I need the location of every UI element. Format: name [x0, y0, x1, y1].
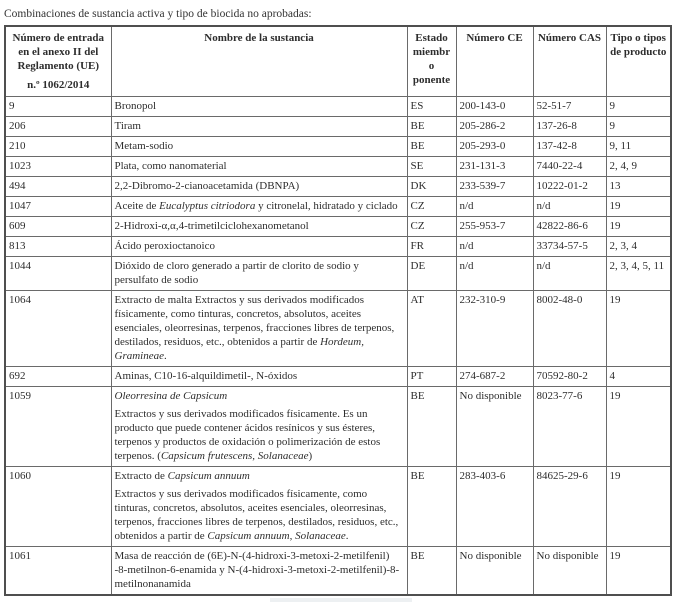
column-header-text: n.º 1062/2014: [27, 79, 90, 91]
substance-name-latin-text: Oleorresina de Capsicum: [114, 390, 228, 402]
substance-name-text: .: [345, 530, 349, 542]
cell-member-state: BE: [407, 547, 456, 596]
column-header-text: Nombre de la sustancia: [204, 32, 314, 44]
substance-name-paragraph: [115, 179, 404, 193]
cell-entry-number: 692: [5, 367, 111, 387]
cell-product-types: 2, 4, 9: [606, 157, 671, 177]
cell-substance-name: [111, 237, 407, 257]
cell-cas-number: n/d: [533, 197, 606, 217]
cell-substance-name: [111, 97, 407, 117]
cell-member-state: BE: [407, 387, 456, 467]
substance-name-paragraph: [115, 159, 404, 173]
header-row: [5, 26, 671, 97]
cell-cas-number: No disponible: [533, 547, 606, 596]
cell-entry-number: 210: [5, 137, 111, 157]
cell-cas-number: 70592-80-2: [533, 367, 606, 387]
table-row: [5, 137, 671, 157]
cell-ce-number: 283-403-6: [456, 467, 533, 547]
cell-ce-number: 200-143-0: [456, 97, 533, 117]
cell-entry-number: 609: [5, 217, 111, 237]
substance-name-latin-text: Capsicum annuum: [167, 470, 250, 482]
substance-name-paragraph: [115, 487, 404, 543]
substance-name-text: ): [308, 450, 313, 462]
table-row: [5, 197, 671, 217]
cell-cas-number: 8023-77-6: [533, 387, 606, 467]
cell-cas-number: n/d: [533, 257, 606, 291]
column-header-text: Número CE: [466, 32, 523, 44]
cell-substance-name: [111, 257, 407, 291]
cell-member-state: DK: [407, 177, 456, 197]
substances-table: [4, 25, 672, 596]
table-row: [5, 97, 671, 117]
cell-substance-name: [111, 157, 407, 177]
cell-product-types: 2, 3, 4: [606, 237, 671, 257]
substance-name-latin-text: Hordeum, Gramineae: [114, 336, 364, 362]
cell-entry-number: 494: [5, 177, 111, 197]
substance-name-text: Metam-sodio: [114, 140, 174, 152]
cell-product-types: 19: [606, 547, 671, 596]
substance-name-text: 2,2-Dibromo-2-cianoacetamida (DBNPA): [114, 180, 300, 192]
cell-member-state: AT: [407, 291, 456, 367]
cell-ce-number: 232-310-9: [456, 291, 533, 367]
horizontal-scrollbar-fragment[interactable]: [270, 598, 412, 602]
cell-ce-number: 205-293-0: [456, 137, 533, 157]
cell-cas-number: 33734-57-5: [533, 237, 606, 257]
substance-name-paragraph: [115, 239, 404, 253]
cell-substance-name: [111, 177, 407, 197]
cell-ce-number: n/d: [456, 237, 533, 257]
table-row: [5, 157, 671, 177]
substance-name-text: Tiram: [114, 120, 141, 132]
cell-substance-name: [111, 467, 407, 547]
substance-name-text: Aceite de: [114, 200, 160, 212]
cell-substance-name: [111, 137, 407, 157]
substance-name-paragraph: [115, 119, 404, 133]
substance-name-paragraph: [115, 139, 404, 153]
substance-name-text: Extracto de: [114, 470, 168, 482]
cell-entry-number: 1059: [5, 387, 111, 467]
cell-member-state: SE: [407, 157, 456, 177]
substance-name-latin-text: Capsicum annuum, Solanaceae: [207, 530, 346, 542]
cell-entry-number: 1061: [5, 547, 111, 596]
cell-product-types: 9, 11: [606, 137, 671, 157]
column-header-estado: [407, 26, 456, 97]
cell-entry-number: 1047: [5, 197, 111, 217]
cell-product-types: 19: [606, 467, 671, 547]
cell-product-types: 19: [606, 387, 671, 467]
cell-substance-name: [111, 387, 407, 467]
cell-entry-number: 1060: [5, 467, 111, 547]
table-header: [5, 26, 671, 97]
cell-member-state: BE: [407, 137, 456, 157]
cell-cas-number: 52-51-7: [533, 97, 606, 117]
substance-name-paragraph: [115, 199, 404, 213]
cell-ce-number: 231-131-3: [456, 157, 533, 177]
column-header-tipo: [606, 26, 671, 97]
cell-product-types: 19: [606, 217, 671, 237]
table-row: [5, 177, 671, 197]
cell-entry-number: 813: [5, 237, 111, 257]
cell-product-types: 9: [606, 117, 671, 137]
table-row: [5, 387, 671, 467]
cell-ce-number: 205-286-2: [456, 117, 533, 137]
page-title: Combinaciones de sustancia activa y tipo de biocida no aprobadas:: [4, 8, 312, 20]
table-row: [5, 291, 671, 367]
substance-name-paragraph: [115, 469, 404, 483]
cell-cas-number: 84625-29-6: [533, 467, 606, 547]
cell-product-types: 2, 3, 4, 5, 11: [606, 257, 671, 291]
table-body: [5, 97, 671, 596]
cell-substance-name: [111, 291, 407, 367]
cell-entry-number: 1023: [5, 157, 111, 177]
cell-substance-name: [111, 117, 407, 137]
cell-entry-number: 9: [5, 97, 111, 117]
cell-ce-number: n/d: [456, 197, 533, 217]
cell-cas-number: 7440-22-4: [533, 157, 606, 177]
substance-name-text: Extractos y sus derivados modificados físicamente, como tinturas, concretos, absolutos, aceites esenciales, oleorresinas, terpenos, fracciones libres de terpenos, destilados, residuos, etc., obtenidos a partir de: [114, 488, 399, 542]
cell-ce-number: 233-539-7: [456, 177, 533, 197]
substance-name-text: Bronopol: [114, 100, 157, 112]
substance-name-text: Ácido peroxioctanoico: [114, 240, 215, 252]
column-header-text: Número CAS: [537, 32, 602, 44]
substance-name-paragraph: [115, 293, 404, 363]
column-header-ce: [456, 26, 533, 97]
substance-name-paragraph: [115, 99, 404, 113]
table-row: [5, 217, 671, 237]
substance-name-latin-text: Eucalyptus citriodora: [159, 200, 256, 212]
cell-product-types: 19: [606, 291, 671, 367]
column-header-text: Tipo o tipos de producto: [610, 32, 667, 58]
substance-name-text: Extracto de malta Extractos y sus derivados modificados físicamente, como tinturas, concretos, absolutos, aceites esenciales, oleorresinas, terpenos, fracciones libres de terpenos, destilados, residuos, etc., obtenidos a partir de: [114, 294, 395, 348]
cell-member-state: CZ: [407, 197, 456, 217]
cell-ce-number: 274-687-2: [456, 367, 533, 387]
substance-name-text: Aminas, C10-16-alquildimetil-, N-óxidos: [114, 370, 298, 382]
substance-name-text: y citronelal, hidratado y ciclado: [255, 200, 398, 212]
cell-product-types: 9: [606, 97, 671, 117]
table-row: [5, 467, 671, 547]
cell-cas-number: 10222-01-2: [533, 177, 606, 197]
cell-entry-number: 1044: [5, 257, 111, 291]
cell-substance-name: [111, 217, 407, 237]
cell-product-types: 4: [606, 367, 671, 387]
cell-ce-number: No disponible: [456, 387, 533, 467]
cell-member-state: BE: [407, 117, 456, 137]
cell-cas-number: 137-42-8: [533, 137, 606, 157]
cell-member-state: BE: [407, 467, 456, 547]
cell-ce-number: n/d: [456, 257, 533, 291]
table-row: [5, 257, 671, 291]
cell-member-state: DE: [407, 257, 456, 291]
cell-cas-number: 137-26-8: [533, 117, 606, 137]
cell-ce-number: 255-953-7: [456, 217, 533, 237]
cell-substance-name: [111, 197, 407, 217]
substance-name-text: .: [164, 350, 167, 362]
cell-entry-number: 1064: [5, 291, 111, 367]
cell-ce-number: No disponible: [456, 547, 533, 596]
substance-name-text: Extractos y sus derivados modificados físicamente. Es un producto que puede contener ácidos resínicos y sus ésteres, terpenos y productos de oxidación o polimerización de estos terpenos. (: [114, 408, 381, 462]
substance-name-paragraph: [115, 219, 404, 233]
cell-member-state: CZ: [407, 217, 456, 237]
column-header-entry: [5, 26, 111, 97]
substance-name-paragraph: [115, 259, 404, 287]
cell-member-state: PT: [407, 367, 456, 387]
cell-product-types: 13: [606, 177, 671, 197]
column-header-nombre: [111, 26, 407, 97]
cell-member-state: FR: [407, 237, 456, 257]
substance-name-text: 2-Hidroxi-α,α,4-trimetilciclohexanometanol: [114, 220, 309, 232]
cell-substance-name: [111, 367, 407, 387]
table-row: [5, 547, 671, 596]
substance-name-paragraph: [115, 407, 404, 463]
cell-member-state: ES: [407, 97, 456, 117]
substance-name-paragraph: [115, 369, 404, 383]
substance-name-latin-text: Capsicum frutescens, Solanaceae: [160, 450, 309, 462]
substance-name-text: Masa de reacción de (6E)-N-(4-hidroxi-3-metoxi-2-metilfenil) -8-metilnon-6-enamida y N-(4-hidroxi-3-metoxi-2-metilfenil)-8-metilnonanamida: [114, 550, 400, 590]
substance-name-paragraph: [115, 549, 404, 591]
cell-cas-number: 8002-48-0: [533, 291, 606, 367]
column-header-text: Número de entrada en el anexo II del Reglamento (UE): [12, 32, 104, 72]
substance-name-text: Dióxido de cloro generado a partir de clorito de sodio y persulfato de sodio: [114, 260, 359, 286]
cell-product-types: 19: [606, 197, 671, 217]
table-row: [5, 237, 671, 257]
cell-entry-number: 206: [5, 117, 111, 137]
substance-name-text: Plata, como nanomaterial: [114, 160, 227, 172]
cell-substance-name: [111, 547, 407, 596]
table-row: [5, 117, 671, 137]
column-header-text: Estado miembro ponente: [412, 32, 451, 86]
cell-cas-number: 42822-86-6: [533, 217, 606, 237]
column-header-cas: [533, 26, 606, 97]
substance-name-paragraph: [115, 389, 404, 403]
table-row: [5, 367, 671, 387]
